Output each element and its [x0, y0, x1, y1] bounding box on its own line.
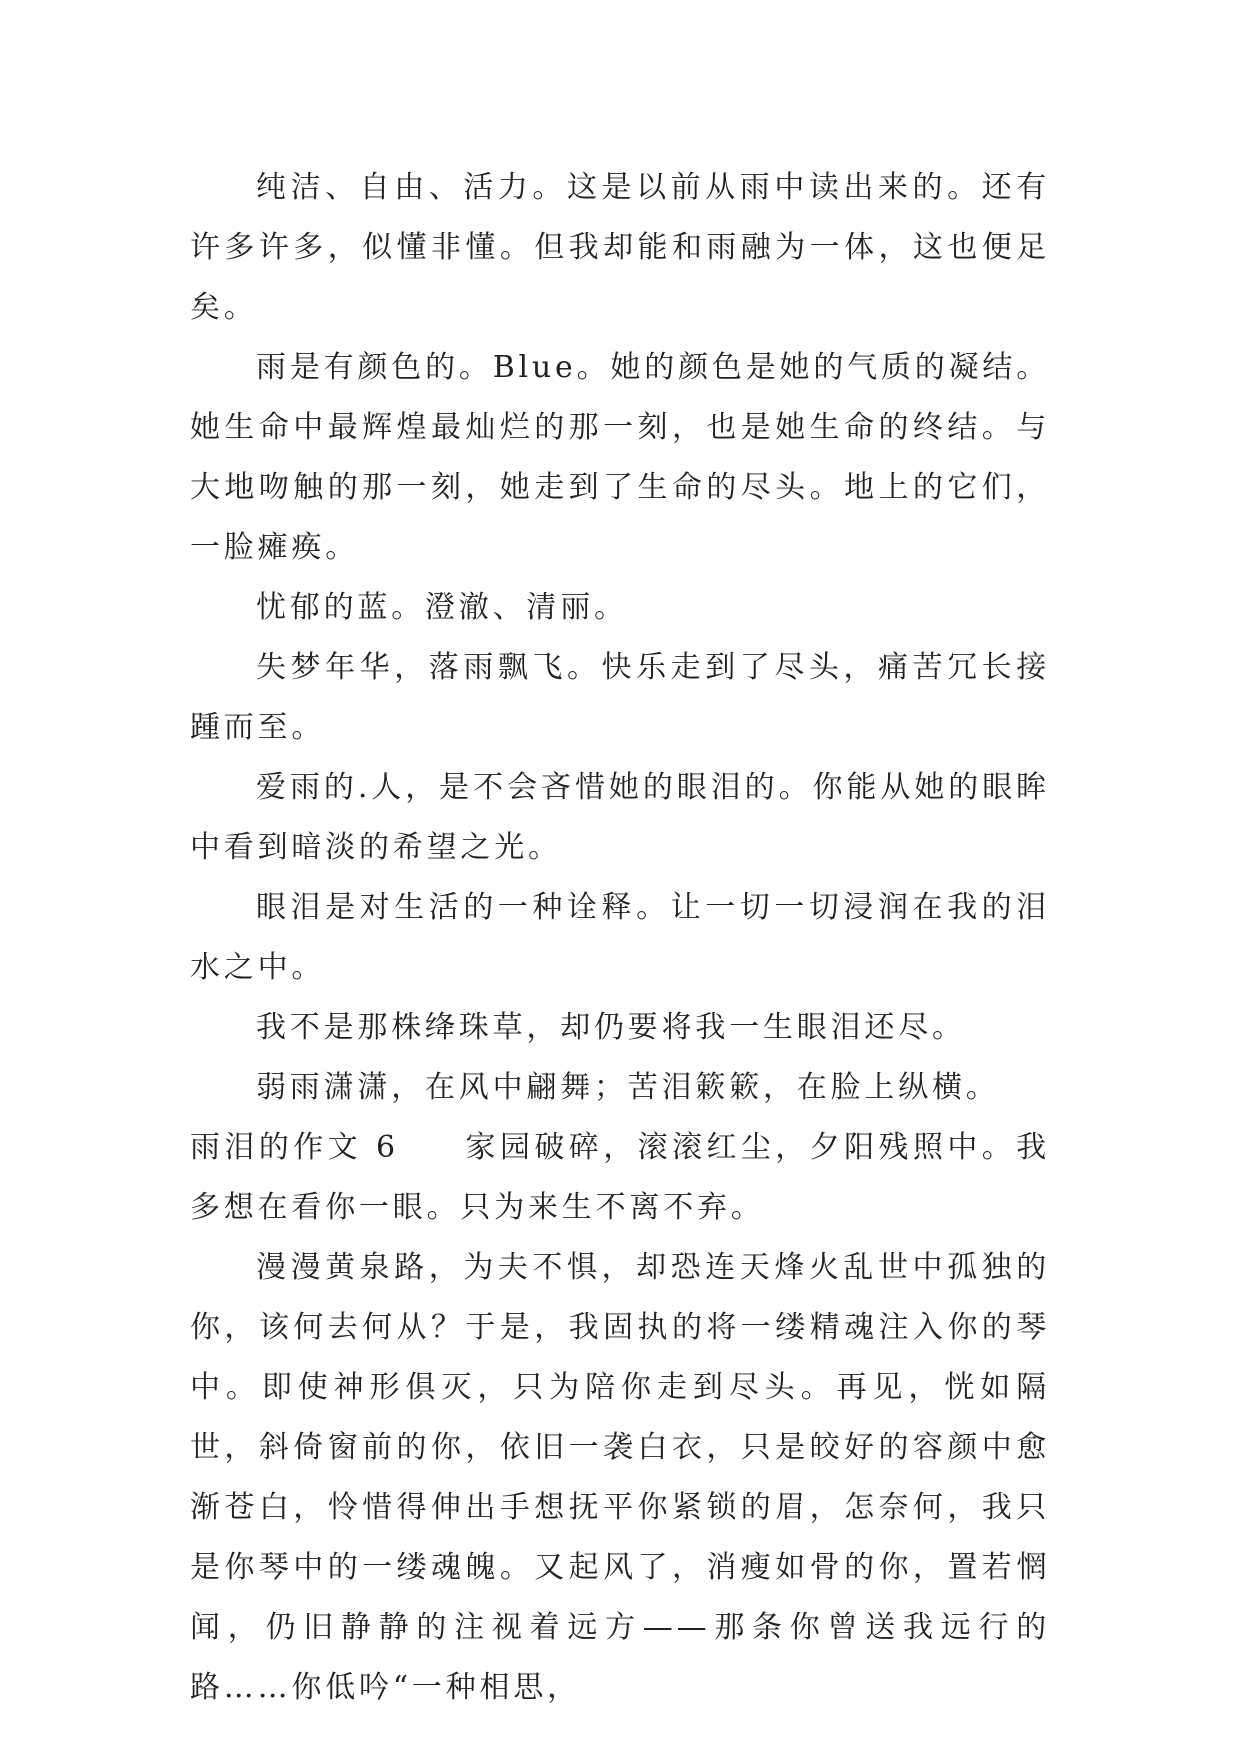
paragraph: 忧郁的蓝。澄澈、清丽。 [256, 590, 628, 625]
paragraph: 失梦年华，落雨飘飞。快乐走到了尽头，痛苦冗长接踵而至。 [190, 650, 1050, 745]
paragraph: 我不是那株绛珠草，却仍要将我一生眼泪还尽。 [256, 1010, 966, 1045]
section-first-paragraph: 家园破碎，滚滚红尘，夕阳残照中。我多想在看你一眼。只为来生不离不弃。 [190, 1130, 1050, 1225]
paragraph: 爱雨的.人，是不会吝惜她的眼泪的。你能从她的眼眸中看到暗淡的希望之光。 [190, 770, 1050, 865]
paragraph: 漫漫黄泉路，为夫不惧，却恐连天烽火乱世中孤独的你，该何去何从？于是，我固执的将一缕精魂注入你的琴中。即使神形俱灭，只为陪你走到尽头。再见，恍如隔世，斜倚窗前的你，依旧一袭白衣，只是皎好的容颜中愈渐苍白，怜惜得伸出手想抚平你紧锁的眉，怎奈何，我只是你琴中的一缕魂魄。又起风了，消瘦如骨的你，置若惘闻，仍旧静静的注视着远方——那条你曾送我远行的路……你低吟“一种相思， [190, 1250, 1050, 1705]
paragraph: 纯洁、自由、活力。这是以前从雨中读出来的。还有许多许多，似懂非懂。但我却能和雨融为一体，这也便足矣。 [190, 170, 1050, 325]
paragraph: 雨是有颜色的。Blue。她的颜色是她的气质的凝结。她生命中最辉煌最灿烂的那一刻，也是她生命的终结。与大地吻触的那一刻，她走到了生命的尽头。地上的它们，一脸瘫痪。 [190, 350, 1050, 565]
section-start-paragraph [190, 1118, 1050, 1238]
paragraph: 眼泪是对生活的一种诠释。让一切一切浸润在我的泪水之中。 [190, 890, 1050, 985]
paragraph: 弱雨潇潇，在风中翩舞；苦泪簌簌，在脸上纵横。 [256, 1070, 1000, 1105]
section-title: 雨泪的作文 6 [190, 1130, 399, 1165]
document-body [190, 158, 1050, 1718]
